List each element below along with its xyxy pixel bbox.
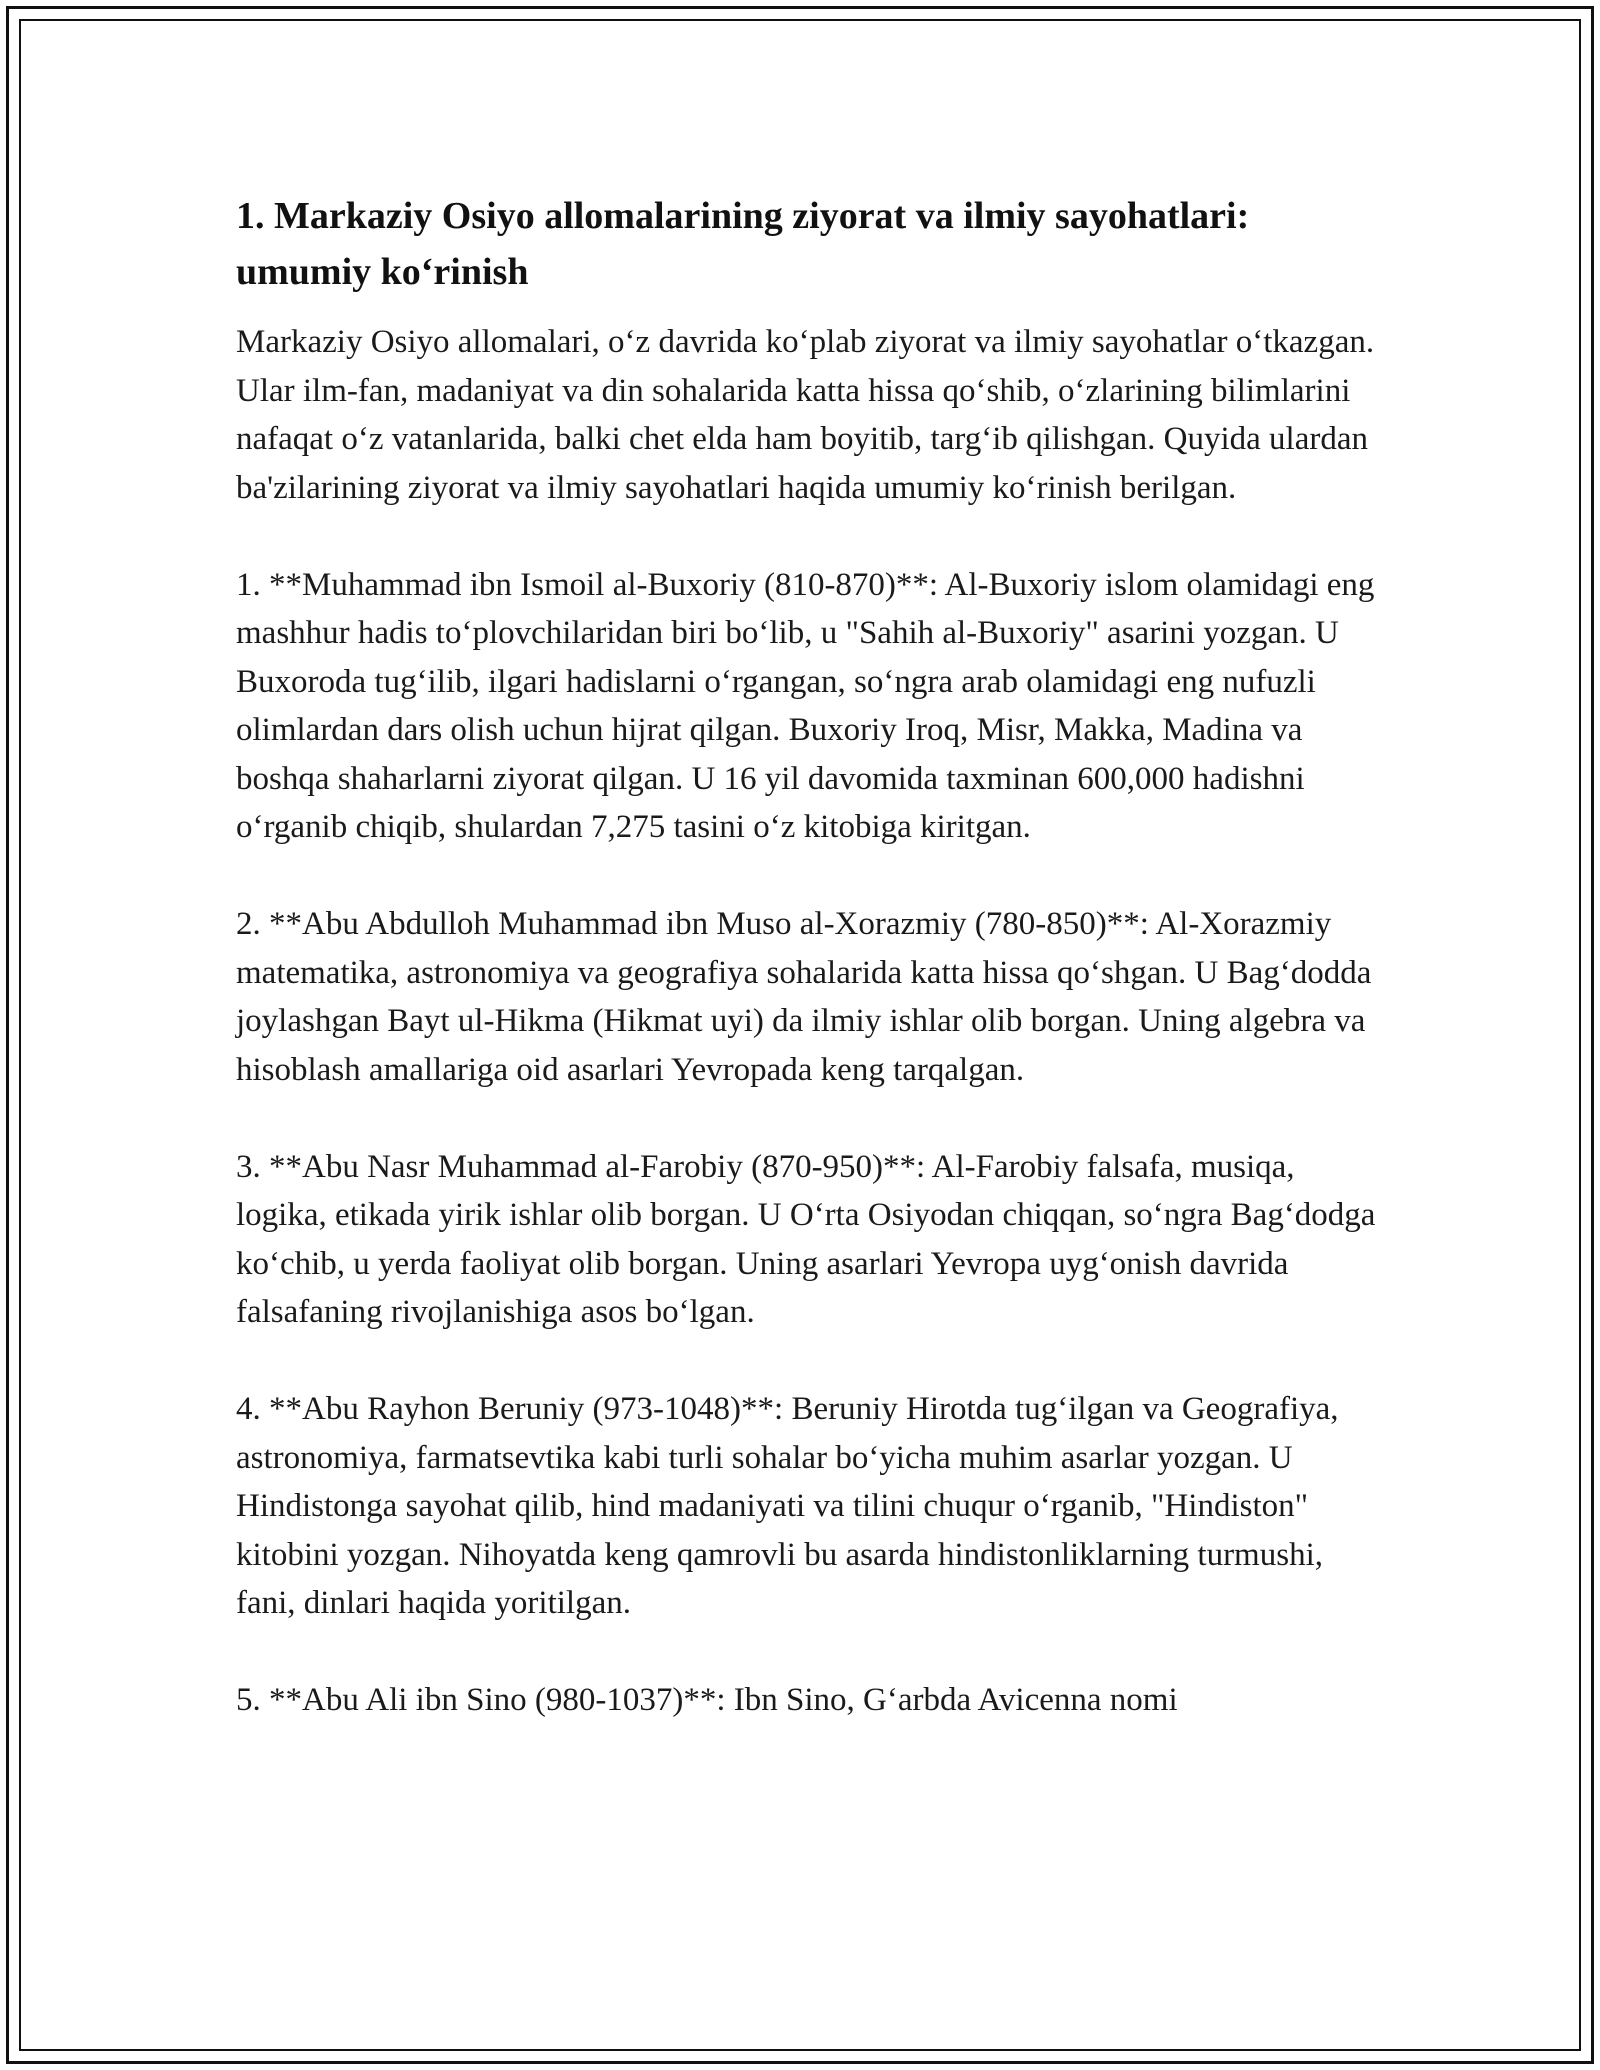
intro-paragraph: Markaziy Osiyo allomalari, o‘z davrida ko‘plab ziyorat va ilmiy sayohatlar o‘tkazgan. Ular ilm-fan, madaniyat va din sohalarida katta hissa qo‘shib, o‘zlarining bilimlarini nafaqat o‘z vatanlarida, balki chet elda ham boyitib, targ‘ib qilishgan. Quyida ulardan ba'zilarining ziyorat va ilmiy sayohatlari haqida umumiy ko‘rinish berilgan. [236,324,1375,506]
list-item-beruniy: 4. **Abu Rayhon Beruniy (973-1048)**: Beruniy Hirotda tug‘ilgan va Geografiya, astronomiya, farmatsevtika kabi turli sohalar bo‘yicha muhim asarlar yozgan. U Hindistonga sayohat qilib, hind madaniyati va tilini chuqur o‘rganib, "Hindiston" kitobini yozgan. Nihoyatda keng qamrovli bu asarda hindistonliklarning turmushi, fani, dinlari haqida yoritilgan. [236,1391,1339,1621]
section-heading: 1. Markaziy Osiyo allomalarining ziyorat va ilmiy sayohatlari: umumiy ko‘rinish [236,195,1250,293]
list-item-farobiy: 3. **Abu Nasr Muhammad al-Farobiy (870-950)**: Al-Farobiy falsafa, musiqa, logika, etikada yirik ishlar olib borgan. U O‘rta Osiyodan chiqqan, so‘ngra Bag‘dodga ko‘chib, u yerda faoliyat olib borgan. Uning asarlari Yevropa uyg‘onish davrida falsafaning rivojlanishiga asos bo‘lgan. [236,1148,1376,1330]
document-body [236,188,1386,1773]
list-item-xorazmiy: 2. **Abu Abdulloh Muhammad ibn Muso al-Xorazmiy (780-850)**: Al-Xorazmiy matematika, astronomiya va geografiya sohalarida katta hissa qo‘shgan. U Bag‘dodda joylashgan Bayt ul-Hikma (Hikmat uyi) da ilmiy ishlar olib borgan. Uning algebra va hisoblash amallariga oid asarlari Yevropada keng tarqalgan. [236,906,1372,1088]
list-item-buxoriy: 1. **Muhammad ibn Ismoil al-Buxoriy (810-870)**: Al-Buxoriy islom olamidagi eng mashhur hadis to‘plovchilaridan biri bo‘lib, u "Sahih al-Buxoriy" asarini yozgan. U Buxoroda tug‘ilib, ilgari hadislarni o‘rgangan, so‘ngra arab olamidagi eng nufuzli olimlardan dars olish uchun hijrat qilgan. Buxoriy Iroq, Misr, Makka, Madina va boshqa shaharlarni ziyorat qilgan. U 16 yil davomida taxminan 600,000 hadishni o‘rganib chiqib, shulardan 7,275 tasini o‘z kitobiga kiritgan. [236,566,1375,845]
list-item-ibn-sino: 5. **Abu Ali ibn Sino (980-1037)**: Ibn Sino, G‘arbda Avicenna nomi [236,1682,1178,1718]
